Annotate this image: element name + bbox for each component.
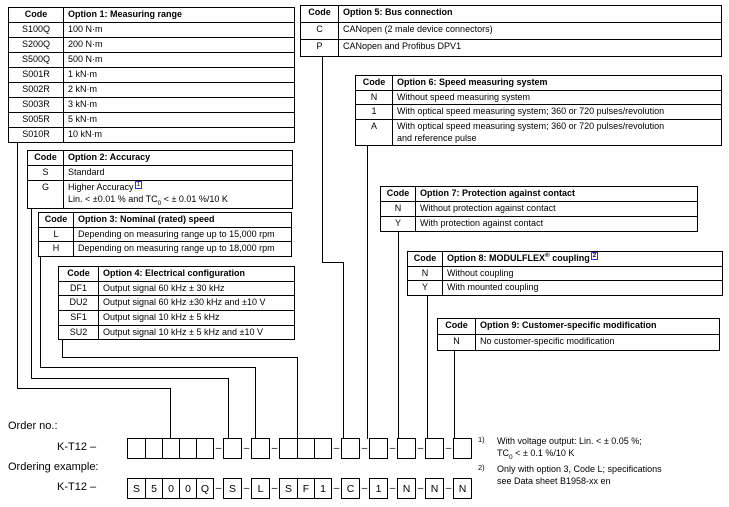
table-row xyxy=(381,202,698,217)
desc-cell: 3 kN·m xyxy=(64,98,295,113)
dash-separator: – xyxy=(333,483,340,494)
code-group xyxy=(397,478,416,499)
footnote-2-marker: 2) xyxy=(478,463,485,472)
option-header: Option 1: Measuring range xyxy=(64,8,295,23)
example-box: 1 xyxy=(370,479,387,498)
connector-option1 xyxy=(17,388,171,389)
table-row xyxy=(9,113,295,128)
code-cell: SU2 xyxy=(59,325,99,340)
header-row xyxy=(381,187,698,202)
connector-option4 xyxy=(62,357,298,358)
order-box xyxy=(179,439,196,458)
order-box xyxy=(224,439,241,458)
desc-cell: Higher Accuracy $^1$ Lin. < ±0.01 % and $TC_0$ < ± 0.01 %/10 K xyxy=(64,181,293,209)
code-cell: S002R xyxy=(9,83,64,98)
option-header: Option 8: MODULFLEX® coupling $^2$ xyxy=(443,252,723,267)
code-cell: S003R xyxy=(9,98,64,113)
dash-separator: – xyxy=(215,483,222,494)
order-box xyxy=(145,439,162,458)
footnote-link-1[interactable]: 1 xyxy=(136,182,140,188)
option6-table xyxy=(355,75,722,146)
example-box: 1 xyxy=(314,479,331,498)
code-header: Code xyxy=(438,319,476,335)
code-cell: S xyxy=(28,166,64,181)
code-group xyxy=(397,438,416,459)
header-row xyxy=(438,319,720,335)
table-row xyxy=(356,120,722,146)
table-row xyxy=(59,281,295,296)
subscript: 0 xyxy=(157,199,162,207)
ordering-example-label: Ordering example: xyxy=(8,461,99,473)
desc-cell: 2 kN·m xyxy=(64,83,295,98)
option-header: Option 5: Bus connection xyxy=(339,6,722,23)
code-header: Code xyxy=(28,151,64,166)
option9-table xyxy=(437,318,720,351)
order-box xyxy=(398,439,415,458)
dash-separator: – xyxy=(243,483,250,494)
example-box: S xyxy=(224,479,241,498)
table-row xyxy=(381,217,698,232)
desc-cell: With optical speed measuring system; 360 or 720 pulses/revolution and reference pulse xyxy=(393,120,722,146)
table-row xyxy=(356,105,722,120)
desc-cell: With optical speed measuring system; 360 or 720 pulses/revolution xyxy=(393,105,722,120)
desc-cell: With protection against contact xyxy=(416,217,698,232)
footnote-1-marker: 1) xyxy=(478,435,485,444)
code-cell: S200Q xyxy=(9,38,64,53)
code-cell: SF1 xyxy=(59,311,99,326)
code-cell: A xyxy=(356,120,393,146)
dash-separator: – xyxy=(445,443,452,454)
order-box xyxy=(196,439,213,458)
table-row xyxy=(28,166,293,181)
dash-separator: – xyxy=(417,443,424,454)
code-cell: DU2 xyxy=(59,296,99,311)
dash-separator: – xyxy=(389,483,396,494)
code-cell: C xyxy=(301,23,339,40)
dash-separator: – xyxy=(271,443,278,454)
superscript: ® xyxy=(545,252,550,259)
desc-cell: 100 N·m xyxy=(64,23,295,38)
connector-option2 xyxy=(228,378,229,439)
code-cell: DF1 xyxy=(59,281,99,296)
example-code-boxes xyxy=(127,478,472,499)
footnote-1 xyxy=(478,436,728,461)
option-header: Option 9: Customer-specific modification xyxy=(476,319,720,335)
example-box: 5 xyxy=(145,479,162,498)
desc-cell: Without coupling xyxy=(443,266,723,281)
code-cell: S001R xyxy=(9,68,64,83)
connector-option5 xyxy=(343,262,344,439)
dash-separator: – xyxy=(215,443,222,454)
desc-cell: 5 kN·m xyxy=(64,113,295,128)
desc-cell: Output signal 10 kHz ± 5 kHz xyxy=(99,311,295,326)
code-group xyxy=(223,478,242,499)
code-cell: N xyxy=(381,202,416,217)
header-row xyxy=(28,151,293,166)
order-box xyxy=(280,439,297,458)
connector-option2 xyxy=(31,378,229,379)
desc-cell: Depending on measuring range up to 18,000 rpm xyxy=(74,242,292,257)
order-prefix: K-T12 – xyxy=(57,441,97,453)
table-row xyxy=(39,227,292,242)
desc-cell: Without speed measuring system xyxy=(393,90,722,105)
example-box: 0 xyxy=(179,479,196,498)
option5-table xyxy=(300,5,722,57)
connector-option8 xyxy=(427,280,428,439)
code-cell: S500Q xyxy=(9,53,64,68)
connector-option7 xyxy=(398,215,399,439)
example-prefix: K-T12 – xyxy=(57,481,97,493)
code-group xyxy=(425,478,444,499)
table-row xyxy=(59,296,295,311)
option-header: Option 3: Nominal (rated) speed xyxy=(74,213,292,228)
dash-separator: – xyxy=(243,443,250,454)
dash-separator: – xyxy=(361,483,368,494)
connector-option1 xyxy=(17,100,18,389)
table-row xyxy=(9,98,295,113)
connector-option3 xyxy=(255,367,256,439)
order-box xyxy=(128,439,145,458)
order-box xyxy=(454,439,471,458)
code-group xyxy=(279,478,332,499)
dash-separator: – xyxy=(417,483,424,494)
example-box: N xyxy=(454,479,471,498)
dash-separator: – xyxy=(271,483,278,494)
code-group xyxy=(279,438,332,459)
table-row xyxy=(59,325,295,340)
code-cell: Y xyxy=(408,281,443,296)
code-header: Code xyxy=(301,6,339,23)
table-row xyxy=(9,83,295,98)
code-cell: P xyxy=(301,40,339,57)
option3-table xyxy=(38,212,292,257)
code-header: Code xyxy=(356,76,393,91)
example-box: S xyxy=(128,479,145,498)
desc-cell: Depending on measuring range up to 15,000 rpm xyxy=(74,227,292,242)
option-header: Option 4: Electrical configuration xyxy=(99,267,295,282)
desc-cell: CANopen (2 male device connectors) xyxy=(339,23,722,40)
dash-separator: – xyxy=(333,443,340,454)
code-header: Code xyxy=(408,252,443,267)
table-row xyxy=(9,38,295,53)
table-row xyxy=(438,335,720,351)
code-cell: L xyxy=(39,227,74,242)
order-box xyxy=(162,439,179,458)
code-group xyxy=(251,478,270,499)
connector-option2 xyxy=(31,180,32,379)
option2-table xyxy=(27,150,293,209)
order-box xyxy=(370,439,387,458)
desc-cell: With mounted coupling xyxy=(443,281,723,296)
option-header: Option 6: Speed measuring system xyxy=(393,76,722,91)
order-box xyxy=(314,439,331,458)
connector-option5 xyxy=(322,262,344,263)
code-cell: 1 xyxy=(356,105,393,120)
example-box: N xyxy=(426,479,443,498)
dash-separator: – xyxy=(389,443,396,454)
code-group xyxy=(369,478,388,499)
order-no-label: Order no.: xyxy=(8,420,58,432)
example-box: C xyxy=(342,479,359,498)
order-box xyxy=(426,439,443,458)
desc-cell: 500 N·m xyxy=(64,53,295,68)
header-row xyxy=(59,267,295,282)
example-box: N xyxy=(398,479,415,498)
code-group xyxy=(453,438,472,459)
example-box: F xyxy=(297,479,314,498)
option8-table xyxy=(407,251,723,296)
footnote-link-2[interactable]: 2 xyxy=(592,253,597,259)
example-box: 0 xyxy=(162,479,179,498)
desc-cell: 1 kN·m xyxy=(64,68,295,83)
footnote-1-text: With voltage output: Lin. < ± 0.05 %; $TC_0$ < ± 0.1 %/10 K xyxy=(497,436,642,461)
header-row xyxy=(408,252,723,267)
table-row xyxy=(9,23,295,38)
example-box: Q xyxy=(196,479,213,498)
table-row xyxy=(356,90,722,105)
code-cell: N xyxy=(356,90,393,105)
table-row xyxy=(301,23,722,40)
desc-cell: Output signal 10 kHz ± 5 kHz and ±10 V xyxy=(99,325,295,340)
footnote-2-text: Only with option 3, Code L; specifications see Data sheet B1958-xx en xyxy=(497,464,662,486)
code-group xyxy=(453,478,472,499)
header-row xyxy=(356,76,722,91)
example-box: L xyxy=(252,479,269,498)
code-cell: Y xyxy=(381,217,416,232)
connector-option3 xyxy=(40,367,256,368)
desc-cell: 10 kN·m xyxy=(64,128,295,143)
desc-cell: 200 N·m xyxy=(64,38,295,53)
table-row xyxy=(9,68,295,83)
table-row xyxy=(408,281,723,296)
code-group xyxy=(341,438,360,459)
dash-separator: – xyxy=(445,483,452,494)
table-row xyxy=(28,181,293,209)
code-cell: S100Q xyxy=(9,23,64,38)
code-header: Code xyxy=(381,187,416,202)
code-cell: H xyxy=(39,242,74,257)
subscript: 0 xyxy=(509,453,513,461)
option1-table xyxy=(8,7,295,143)
code-group xyxy=(369,438,388,459)
connector-option4 xyxy=(297,357,298,439)
code-cell: G xyxy=(28,181,64,209)
connector-option5 xyxy=(322,30,323,263)
header-row xyxy=(301,6,722,23)
code-header: Code xyxy=(39,213,74,228)
code-header: Code xyxy=(9,8,64,23)
header-row xyxy=(39,213,292,228)
code-cell: S005R xyxy=(9,113,64,128)
code-group xyxy=(251,438,270,459)
desc-cell: Without protection against contact xyxy=(416,202,698,217)
table-row xyxy=(39,242,292,257)
desc-cell: Standard xyxy=(64,166,293,181)
desc-cell: No customer-specific modification xyxy=(476,335,720,351)
order-box xyxy=(252,439,269,458)
table-row xyxy=(9,53,295,68)
code-group xyxy=(127,438,214,459)
table-row xyxy=(59,311,295,326)
code-group xyxy=(127,478,214,499)
code-group xyxy=(341,478,360,499)
desc-cell: Output signal 60 kHz ± 30 kHz xyxy=(99,281,295,296)
option-header: Option 7: Protection against contact xyxy=(416,187,698,202)
desc-cell: CANopen and Profibus DPV1 xyxy=(339,40,722,57)
code-cell: S010R xyxy=(9,128,64,143)
connector-option6 xyxy=(367,120,368,439)
order-code-boxes xyxy=(127,438,472,459)
option-header: Option 2: Accuracy xyxy=(64,151,293,166)
table-row xyxy=(408,266,723,281)
example-box: S xyxy=(280,479,297,498)
code-group xyxy=(223,438,242,459)
code-header: Code xyxy=(59,267,99,282)
order-box xyxy=(297,439,314,458)
dash-separator: – xyxy=(361,443,368,454)
option7-table xyxy=(380,186,698,232)
connector-option1 xyxy=(170,388,171,439)
code-group xyxy=(425,438,444,459)
footnote-2 xyxy=(478,464,728,488)
option4-table xyxy=(58,266,295,340)
header-row xyxy=(9,8,295,23)
order-box xyxy=(342,439,359,458)
table-row xyxy=(301,40,722,57)
desc-cell: Output signal 60 kHz ±30 kHz and ±10 V xyxy=(99,296,295,311)
code-cell: N xyxy=(438,335,476,351)
table-row xyxy=(9,128,295,143)
code-cell: N xyxy=(408,266,443,281)
